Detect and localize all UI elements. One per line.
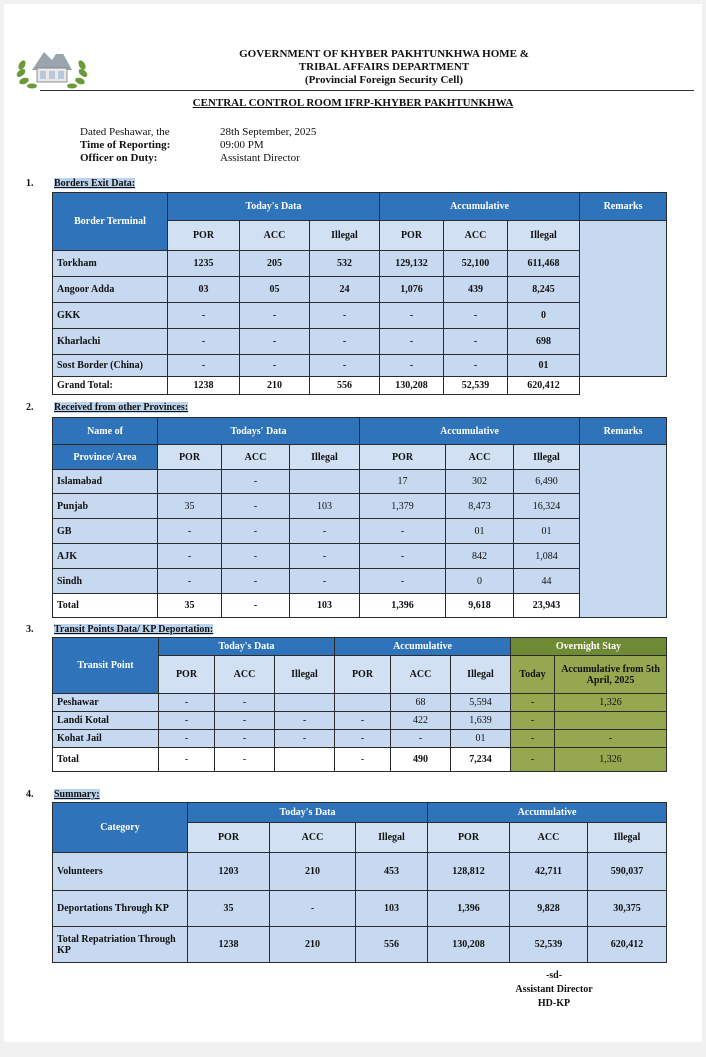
signature-block xyxy=(504,969,604,1011)
signature-sd: -sd- xyxy=(545,970,563,981)
header-line1: GOVERNMENT OF KHYBER PAKHTUNKHWA HOME & xyxy=(239,48,529,60)
dated-label: Dated Peshawar, the xyxy=(80,126,170,138)
table-row: Landi Kotal - - - - 422 1,639 - xyxy=(53,712,667,730)
kp-government-emblem xyxy=(12,30,92,90)
table-row: Deportations Through KP 35 - 103 1,396 9,828 30,375 xyxy=(53,891,667,927)
section3-heading: 3. Transit Points Data/ KP Deportation: xyxy=(26,624,214,635)
header-line3: (Provincial Foreign Security Cell) xyxy=(304,74,464,86)
col-today-data: Today's Data xyxy=(159,638,335,656)
transit-points-table: Transit Point Today's Data Accumulative Overnight Stay POR ACC Illegal POR ACC Illegal Today Accumulative from 5th April, 2025 Peshawar - - 68 5,594 - 1,326 Landi Kotal - - - - 422 1,639 - Kohat Jail - - - - - 01 - - Total - - - 490 7,234 - 1,326 xyxy=(52,637,667,772)
remarks-cell xyxy=(580,445,667,618)
col-overnight-stay: Overnight Stay xyxy=(511,638,667,656)
control-room-title: CENTRAL CONTROL ROOM IFRP-KHYBER PAKHTUNKHWA xyxy=(192,97,514,109)
table-row: Peshawar - - 68 5,594 - 1,326 xyxy=(53,694,667,712)
signature-office: HD-KP xyxy=(537,998,571,1009)
col-today-data: Today's Data xyxy=(168,193,380,221)
section3-title: Transit Points Data/ KP Deportation: xyxy=(54,624,214,635)
table-row: Volunteers 1203 210 453 128,812 42,711 590,037 xyxy=(53,853,667,891)
total-row: Total 35 - 103 1,396 9,618 23,943 xyxy=(53,594,667,618)
table-row: Kharlachi - - - - - 698 xyxy=(53,329,667,355)
borders-exit-table: Border Terminal Today's Data Accumulative Remarks POR ACC Illegal POR ACC Illegal Torkham 1235 205 532 129,132 52,100 611,468 Angoor Adda 03 05 24 1,076 439 8,245 GKK - - - - - 0 Kharlachi - - - - - 698 Sost Border (China) - - - - - 01 Grand Total: 1238 210 556 130,208 52,539 620,412 xyxy=(52,192,667,395)
section1-heading: 1. Borders Exit Data: xyxy=(26,178,136,189)
col-remarks: Remarks xyxy=(580,418,667,445)
col-category: Category xyxy=(53,803,188,853)
report-meta xyxy=(80,126,316,165)
col-accumulative: Accumulative xyxy=(428,803,667,823)
signature-title: Assistant Director xyxy=(515,984,593,995)
section4-title: Summary: xyxy=(54,789,100,800)
table-row: Torkham 1235 205 532 129,132 52,100 611,468 xyxy=(53,251,667,277)
remarks-cell xyxy=(580,221,667,377)
time-label: Time of Reporting: xyxy=(80,139,171,151)
col-border-terminal: Border Terminal xyxy=(53,193,168,251)
section2-title: Received from other Provinces: xyxy=(54,402,189,413)
table-row: Punjab 35 - 103 1,379 8,473 16,324 xyxy=(53,494,667,519)
provinces-table: Name of Todays' Data Accumulative Remarks Province/ Area POR ACC Illegal POR ACC Illegal Islamabad - 17 302 6,490 Punjab 35 - 103 1,379 8,473 16,324 GB - - - - 01 01 AJK - - - - 842 1,084 Sindh - - - - 0 44 Total 35 - 103 1,396 9,618 23,943 xyxy=(52,417,667,618)
department-header xyxy=(124,48,644,87)
table-row: Kohat Jail - - - - - 01 - - xyxy=(53,730,667,748)
table-row: Sost Border (China) - - - - - 01 xyxy=(53,355,667,377)
summary-table: Category Today's Data Accumulative POR ACC Illegal POR ACC Illegal Volunteers 1203 210 453 128,812 42,711 590,037 Deportations Through KP 35 - 103 1,396 9,828 30,375 Total Repatriation Through KP 1238 210 556 130,208 52,539 620,412 xyxy=(52,802,667,963)
dated-value: 28th September, 2025 xyxy=(220,126,317,138)
table-row: Sindh - - - - 0 44 xyxy=(53,569,667,594)
header-line2: TRIBAL AFFAIRS DEPARTMENT xyxy=(298,61,470,73)
col-todays-data: Todays' Data xyxy=(158,418,360,445)
col-province-area: Province/ Area xyxy=(53,445,158,470)
section2-heading: 2. Received from other Provinces: xyxy=(26,402,189,413)
officer-value: Assistant Director xyxy=(220,152,300,164)
total-row: Total - - - 490 7,234 - 1,326 xyxy=(53,748,667,772)
table-row: Islamabad - 17 302 6,490 xyxy=(53,470,667,494)
col-accumulative: Accumulative xyxy=(380,193,580,221)
section4-heading: 4. Summary: xyxy=(26,789,100,800)
col-remarks: Remarks xyxy=(580,193,667,221)
table-row: Angoor Adda 03 05 24 1,076 439 8,245 xyxy=(53,277,667,303)
officer-label: Officer on Duty: xyxy=(80,152,158,164)
header-divider xyxy=(40,90,694,91)
total-row: Grand Total: 1238 210 556 130,208 52,539 620,412 xyxy=(53,377,667,395)
time-value: 09:00 PM xyxy=(220,139,264,151)
col-accumulative: Accumulative xyxy=(335,638,511,656)
table-row: GKK - - - - - 0 xyxy=(53,303,667,329)
col-name-of: Name of xyxy=(53,418,158,445)
col-today-data: Today's Data xyxy=(188,803,428,823)
report-page xyxy=(4,4,702,1042)
col-transit-point: Transit Point xyxy=(53,638,159,694)
table-row: AJK - - - - 842 1,084 xyxy=(53,544,667,569)
table-row: GB - - - - 01 01 xyxy=(53,519,667,544)
col-accumulative: Accumulative xyxy=(360,418,580,445)
section1-title: Borders Exit Data: xyxy=(54,178,136,189)
table-row: Total Repatriation Through KP 1238 210 556 130,208 52,539 620,412 xyxy=(53,927,667,963)
